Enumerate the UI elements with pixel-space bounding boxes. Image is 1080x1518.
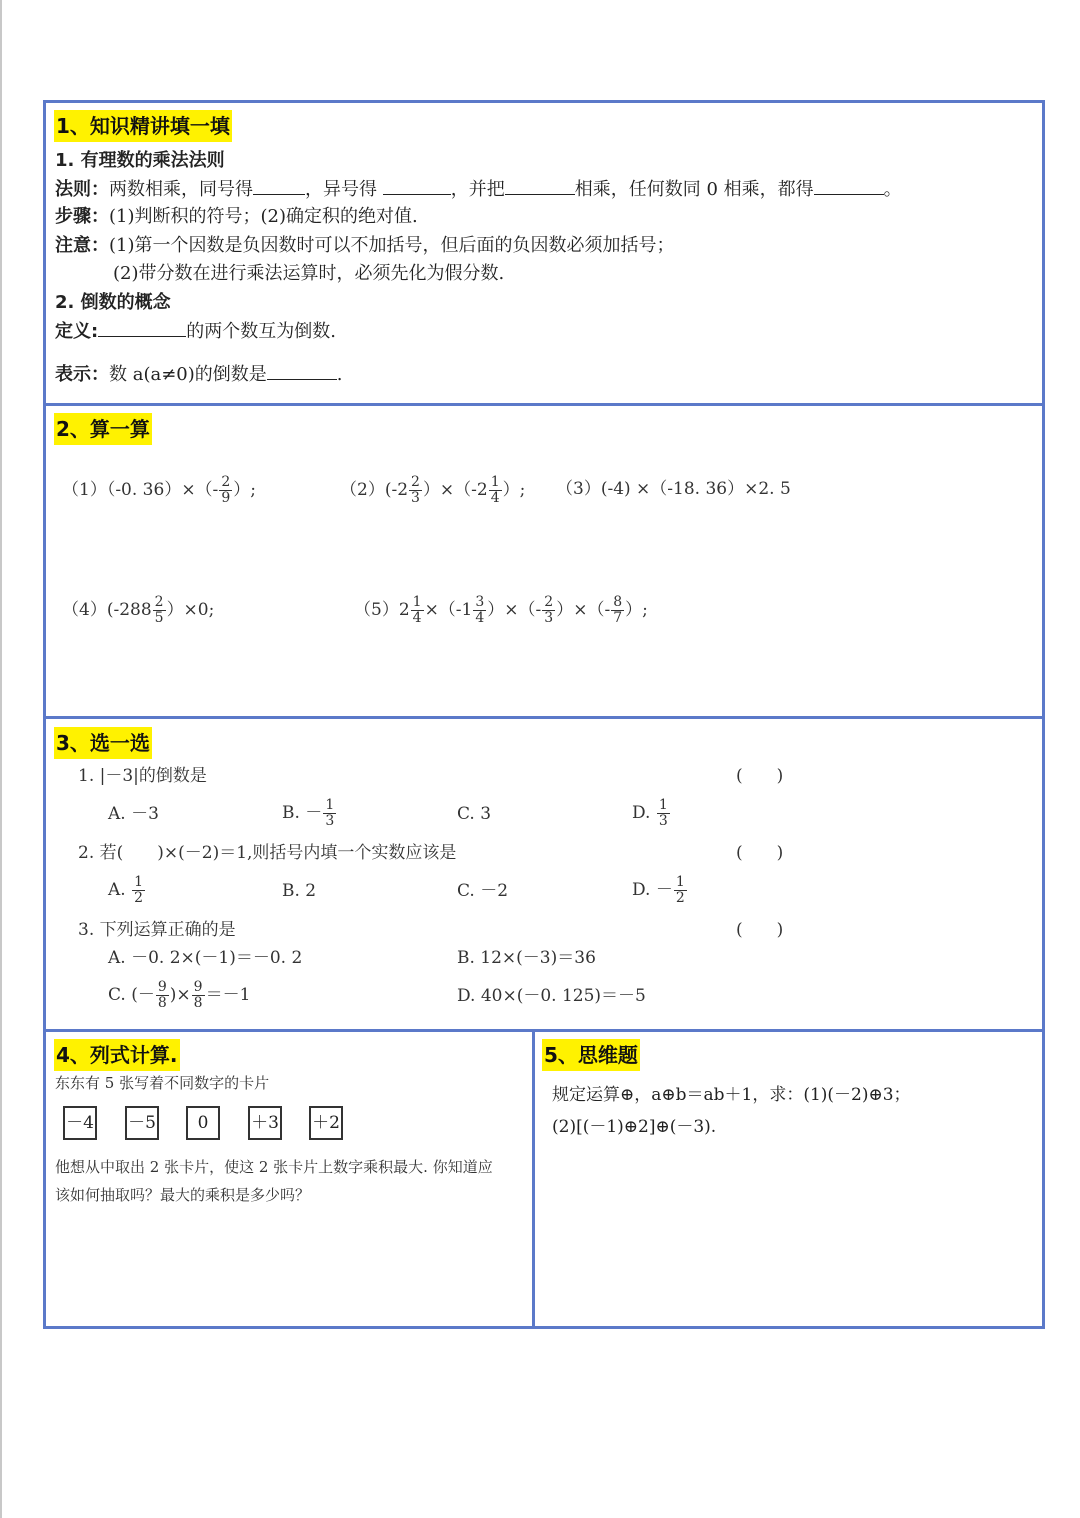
fill-blank[interactable] [505,176,575,195]
fraction: $\frac{3}{4}$ [475,594,485,626]
section-4-heading: 4、列式计算. [54,1039,180,1071]
q1-option-a[interactable]: A. －3 [108,804,159,824]
q3-option-c[interactable]: C. (－ $\frac{9}{8}$ )× $\frac{9}{8}$ ＝－1 [108,979,251,1011]
question-1: 1. |－3|的倒数是 [78,766,207,786]
section-5-heading: 5、思维题 [542,1039,640,1071]
fraction: $\frac{9}{8}$ [193,979,203,1011]
representation-label: 表示： [55,364,109,385]
steps-label: 步骤： [55,206,109,227]
number-card: ＋3 [248,1106,282,1140]
fill-blank[interactable] [267,361,337,380]
q2-option-c[interactable]: C. －2 [457,881,509,901]
problem-4: （4）(-288 $\frac{2}{5}$ ）×0; [62,594,215,626]
fill-blank[interactable] [98,318,186,337]
number-card: －4 [63,1106,97,1140]
page-left-edge [0,0,2,1518]
number-card: －5 [125,1106,159,1140]
thinking-question-line-1: 规定运算⊕，a⊕b＝ab＋1，求：(1)(－2)⊕3； [552,1085,911,1105]
q3-option-d[interactable]: D. 40×(－0. 125)＝－5 [457,986,646,1006]
section-2-box [43,403,1045,719]
fraction: $\frac{9}{8}$ [157,979,167,1011]
fraction: $\frac{1}{3}$ [658,797,668,829]
fraction: $\frac{1}{4}$ [412,594,422,626]
fraction: $\frac{2}{3}$ [544,594,554,626]
fraction: $\frac{1}{2}$ [675,874,685,906]
definition-line: 定义: 的两个数互为倒数. [55,318,336,345]
answer-bracket: ( ) [736,920,784,940]
fill-blank[interactable] [814,176,884,195]
answer-bracket: ( ) [736,766,784,786]
question-3: 3. 下列运算正确的是 [78,920,236,940]
section-5-box [532,1029,1045,1329]
question-2: 2. 若( )×(－2)＝1,则括号内填一个实数应该是 [78,843,457,863]
section-1-heading: 1、知识精讲填一填 [54,110,232,142]
q3-option-a[interactable]: A. －0. 2×(－1)＝－0. 2 [108,948,303,968]
problem-3: （3）(-4) ×（-18. 36）×2. 5 [556,479,791,499]
number-card: ＋2 [309,1106,343,1140]
rule-line: 法则：两数相乘，同号得 ，异号得 ，并把 相乘，任何数同 0 相乘，都得 。 [55,176,902,203]
cards-intro: 东东有 5 张写着不同数字的卡片 [55,1074,270,1092]
problem-1: （1）（-0. 36）×（- $\frac{2}{9}$ ）; [62,474,256,506]
problem-2: （2）(-2 $\frac{2}{3}$ ）×（-2 $\frac{1}{4}$ ）; [340,474,526,506]
note-label: 注意： [55,235,109,256]
subheading-reciprocal: 2. 倒数的概念 [55,292,171,313]
answer-bracket: ( ) [736,843,784,863]
note-line-2: (2)带分数在进行乘法运算时，必须先化为假分数. [113,263,505,284]
section-2-heading: 2、算一算 [54,413,152,445]
q2-option-a[interactable]: A. $\frac{1}{2}$ [108,874,144,906]
number-card: 0 [186,1106,220,1140]
fraction: $\frac{1}{3}$ [325,797,335,829]
thinking-question-line-2: (2)[(－1)⊕2]⊕(－3). [552,1117,717,1137]
q2-option-d[interactable]: D. － $\frac{1}{2}$ [632,874,685,906]
rule-label: 法则： [55,179,109,200]
section-3-heading: 3、选一选 [54,727,152,759]
fraction: $\frac{1}{4}$ [490,474,500,506]
subheading-multiplication-rule: 1. 有理数的乘法法则 [55,150,225,171]
q3-option-b[interactable]: B. 12×(－3)＝36 [457,948,596,968]
fraction: $\frac{2}{9}$ [221,474,231,506]
note-line-1: 注意：(1)第一个因数是负因数时可以不加括号，但后面的负因数必须加括号； [55,235,675,256]
fill-blank[interactable] [253,176,305,195]
fill-blank[interactable] [383,176,451,195]
cards-question-line-1: 他想从中取出 2 张卡片，使这 2 张卡片上数字乘积最大. 你知道应 [55,1158,493,1176]
fraction: $\frac{2}{3}$ [411,474,420,506]
fraction: $\frac{1}{2}$ [134,874,144,906]
problem-5: （5）2 $\frac{1}{4}$ ×（-1 $\frac{3}{4}$ ）×（- $\frac{2}{3}$ ）×（- $\frac{8}{7}$ ）; [354,594,648,626]
q1-option-b[interactable]: B. － $\frac{1}{3}$ [282,797,335,829]
q2-option-b[interactable]: B. 2 [282,881,317,901]
fraction: $\frac{8}{7}$ [613,594,623,626]
q1-option-d[interactable]: D. $\frac{1}{3}$ [632,797,668,829]
definition-label: 定义: [55,321,99,342]
fraction: $\frac{2}{5}$ [154,594,164,626]
q1-option-c[interactable]: C. 3 [457,804,492,824]
cards-question-line-2: 该如何抽取吗？最大的乘积是多少吗？ [55,1186,311,1204]
representation-line: 表示：数 a(a≠0)的倒数是 . [55,361,343,388]
steps-line: 步骤：(1)判断积的符号；(2)确定积的绝对值. [55,206,418,227]
